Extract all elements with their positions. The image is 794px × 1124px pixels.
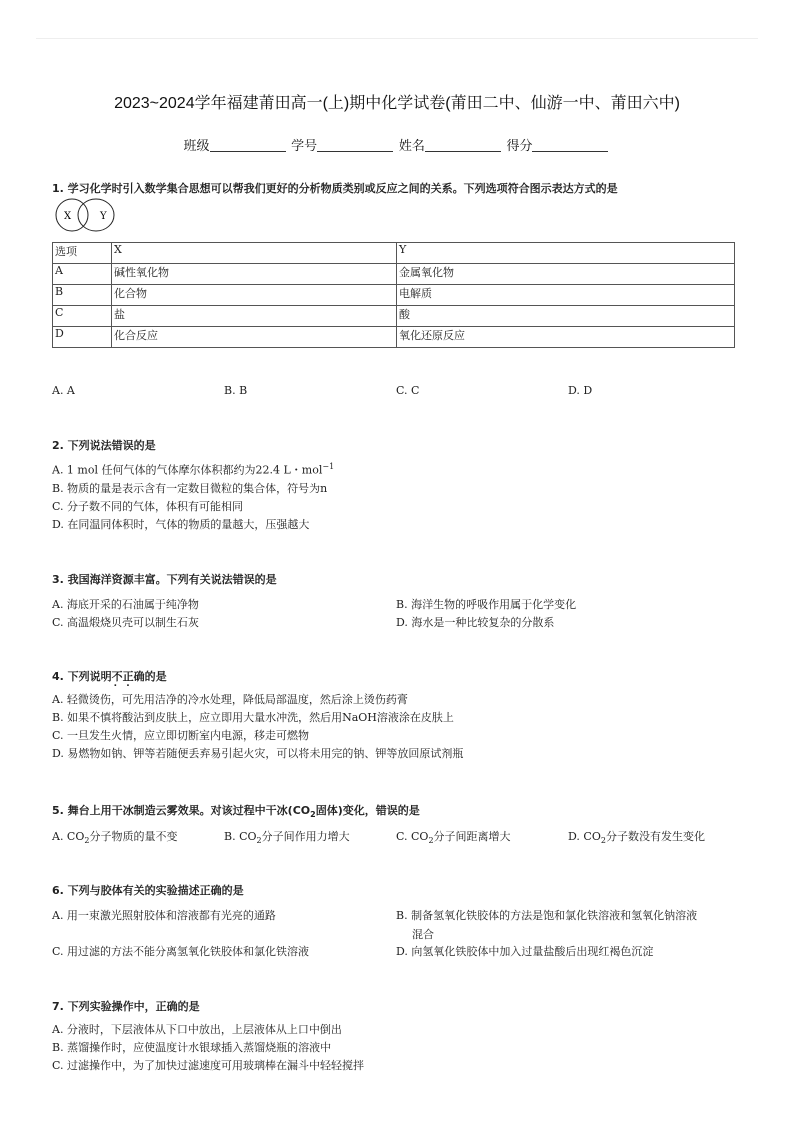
q5-option-a-pre: A. CO: [52, 830, 85, 843]
student-id-label: 学号: [291, 138, 318, 153]
table-row: [53, 327, 735, 348]
table-cell: 碱性氧化物: [112, 264, 397, 285]
q3-stem: 3. 我国海洋资源丰富。下列有关说法错误的是: [52, 573, 277, 586]
q1-option-a[interactable]: A. A: [52, 384, 75, 397]
q5-option-b-sub: 2: [256, 836, 262, 846]
q4-stem-pre: 4. 下列说明: [52, 670, 112, 683]
q1-option-d[interactable]: D. D: [568, 384, 593, 397]
q5-option-a-post: 分子物质的量不变: [89, 830, 178, 843]
q6-option-b-line1: B. 制备氢氧化铁胶体的方法是饱和氯化铁溶液和氢氧化钠溶液: [396, 909, 698, 922]
q6-option-c[interactable]: C. 用过滤的方法不能分离氢氧化铁胶体和氯化铁溶液: [52, 945, 310, 958]
class-label: 班级: [183, 138, 210, 153]
q6-stem: 6. 下列与胶体有关的实验描述正确的是: [52, 884, 244, 897]
table-cell: 金属氧化物: [397, 264, 735, 285]
table-cell: A: [53, 264, 112, 285]
q3-option-d[interactable]: D. 海水是一种比较复杂的分散系: [396, 616, 555, 629]
q1-stem: 1. 学习化学时引入数学集合思想可以帮我们更好的分析物质类别或反应之间的关系。下列选项符合图示表达方式的是: [52, 182, 618, 195]
header-rule: [36, 38, 758, 39]
venn-label-y: Y: [100, 211, 107, 222]
q1-option-b[interactable]: B. B: [224, 384, 248, 397]
q2-options: [52, 458, 752, 534]
student-id-blank: [317, 139, 393, 152]
student-info-line: [0, 135, 794, 154]
q4-options: [52, 691, 752, 763]
q4-option-c[interactable]: C. 一旦发生火情，应立即切断室内电源，移走可燃物: [52, 729, 310, 742]
q5-stem-post: 固体)变化，错误的是: [315, 804, 420, 817]
q2-stem: 2. 下列说法错误的是: [52, 439, 156, 452]
table-header-row: [53, 243, 735, 264]
q5-option-d-pre: D. CO: [568, 830, 601, 843]
table-row: [53, 306, 735, 327]
q1-table: [52, 242, 735, 348]
score-blank: [532, 139, 608, 152]
q6-option-a[interactable]: A. 用一束激光照射胶体和溶液都有光亮的通路: [52, 909, 276, 922]
table-cell: D: [53, 327, 112, 348]
table-row: [53, 285, 735, 306]
q5-option-d-sub: 2: [600, 836, 606, 846]
venn-diagram: [52, 197, 116, 233]
table-header-cell: 选项: [53, 243, 112, 264]
q2-option-b[interactable]: B. 物质的量是表示含有一定数目微粒的集合体，符号为n: [52, 481, 328, 495]
table-header-cell: X: [112, 243, 397, 264]
q2-option-a-exponent: −1: [322, 462, 335, 471]
q4-option-b[interactable]: B. 如果不慎将酸沾到皮肤上，应立即用大量水冲洗，然后用NaOH溶液涂在皮肤上: [52, 711, 454, 724]
table-cell: 酸: [397, 306, 735, 327]
name-label: 姓名: [398, 138, 425, 153]
q5-option-d-post: 分子数没有发生变化: [605, 830, 705, 843]
class-blank: [210, 139, 286, 152]
q1-option-c[interactable]: C. C: [396, 384, 420, 397]
q5-option-c[interactable]: [396, 828, 511, 845]
q5-option-b-pre: B. CO: [224, 830, 257, 843]
q4-stem: [52, 668, 752, 684]
q4-stem-post: 的是: [144, 670, 167, 683]
q2-option-a[interactable]: [52, 458, 752, 480]
q4-option-a[interactable]: A. 轻微烫伤，可先用洁净的冷水处理，降低局部温度，然后涂上烫伤药膏: [52, 693, 408, 706]
q5-stem-subscript: 2: [310, 810, 316, 820]
q6-option-b-line2: 混合: [412, 928, 434, 941]
q7-option-c[interactable]: C. 过滤操作中，为了加快过滤速度可用玻璃棒在漏斗中轻轻搅拌: [52, 1059, 365, 1072]
q3-option-b[interactable]: B. 海洋生物的呼吸作用属于化学变化: [396, 598, 577, 611]
q7-option-a[interactable]: A. 分液时，下层液体从下口中放出，上层液体从上口中倒出: [52, 1023, 342, 1036]
q6-option-d[interactable]: D. 向氢氧化铁胶体中加入过量盐酸后出现红褐色沉淀: [396, 945, 654, 958]
table-cell: 化合物: [112, 285, 397, 306]
table-cell: 化合反应: [112, 327, 397, 348]
table-header-cell: Y: [397, 243, 735, 264]
page-title: 2023~2024学年福建莆田高一(上)期中化学试卷(莆田二中、仙游一中、莆田六中): [114, 95, 680, 112]
q5-stem-pre: 5. 舞台上用干冰制造云雾效果。对该过程中干冰(CO: [52, 804, 311, 817]
q5-option-b[interactable]: [224, 828, 350, 845]
q5-option-d[interactable]: [568, 828, 705, 845]
q2-option-d[interactable]: D. 在同温同体积时，气体的物质的量越大，压强越大: [52, 517, 310, 531]
q7-stem: 7. 下列实验操作中，正确的是: [52, 1000, 200, 1013]
q7-options: [52, 1021, 752, 1075]
q5-option-c-sub: 2: [428, 836, 434, 846]
q5-option-c-pre: C. CO: [396, 830, 429, 843]
table-cell: B: [53, 285, 112, 306]
table-cell: 电解质: [397, 285, 735, 306]
q2-option-c[interactable]: C. 分子数不同的气体，体积有可能相同: [52, 499, 244, 513]
q5-stem: [52, 802, 752, 819]
name-blank: [425, 139, 501, 152]
q4-option-d[interactable]: D. 易燃物如钠、钾等若随便丢弃易引起火灾，可以将未用完的钠、钾等放回原试剂瓶: [52, 747, 464, 760]
score-label: 得分: [506, 138, 533, 153]
q5-option-a[interactable]: [52, 828, 177, 845]
q5-option-b-post: 分子间作用力增大: [261, 830, 350, 843]
q5-option-c-post: 分子间距离增大: [433, 830, 511, 843]
table-row: [53, 264, 735, 285]
q7-option-b[interactable]: B. 蒸馏操作时，应使温度计水银球插入蒸馏烧瓶的溶液中: [52, 1041, 332, 1054]
table-cell: 氧化还原反应: [397, 327, 735, 348]
q3-option-a[interactable]: A. 海底开采的石油属于纯净物: [52, 598, 199, 611]
q4-stem-emphasis: 不正确 . .: [112, 670, 145, 683]
table-cell: 盐: [112, 306, 397, 327]
q3-option-c[interactable]: C. 高温煅烧贝壳可以制生石灰: [52, 616, 200, 629]
q6-option-b[interactable]: [396, 907, 736, 942]
q5-option-a-sub: 2: [84, 836, 90, 846]
table-cell: C: [53, 306, 112, 327]
venn-circle-y: [78, 199, 114, 231]
venn-label-x: X: [64, 211, 72, 222]
q2-option-a-text: A. 1 mol 任何气体的气体摩尔体积都约为22.4 L・mol: [52, 463, 323, 477]
